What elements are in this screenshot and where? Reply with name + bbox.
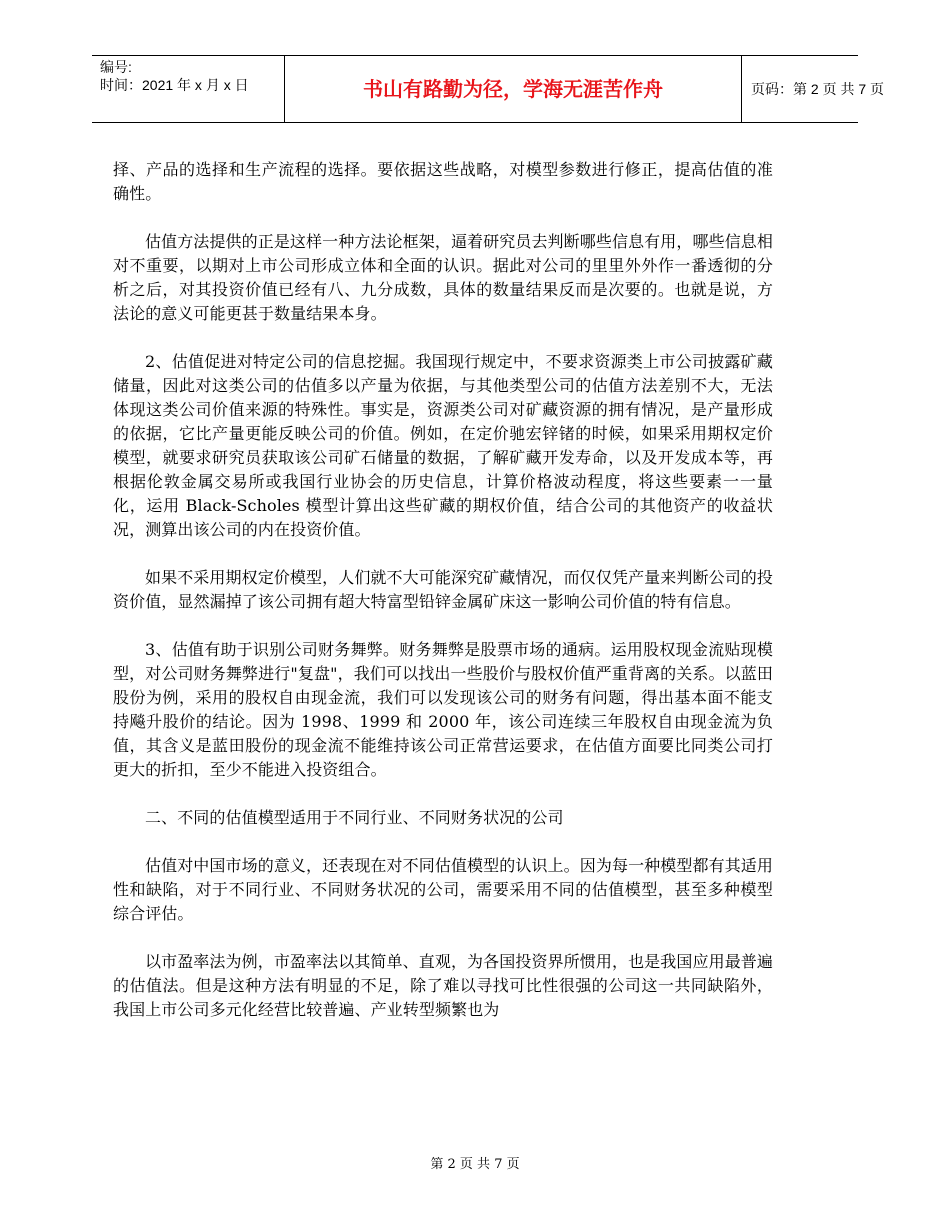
paragraph: 以市盈率法为例，市盈率法以其简单、直观，为各国投资界所惯用，也是我国应用最普遍的估值法。但是这种方法有明显的不足，除了难以寻找可比性很强的公司这一共同缺陷外，我国上市公司多元化经营比较普遍、产业转型频繁也为 [113,952,773,1019]
date-label: 时间：2021 年 x 月 x 日 [100,77,249,93]
section-heading: 二、不同的估值模型适用于不同行业、不同财务状况的公司 [145,808,564,827]
header-center-cell [284,56,742,122]
page-footer: 第 2 页 共 7 页 [430,1157,520,1172]
paragraph: 3、估值有助于识别公司财务舞弊。财务舞弊是股票市场的通病。运用股权现金流贴现模型，对公司财务舞弊进行"复盘"，我们可以找出一些股价与股权价值严重背离的关系。以蓝田股份为例，采用的股权自由现金流，我们可以发现该公司的财务有问题，得出基本面不能支持飚升股价的结论。因为 1998、1999 和 2000 年，该公司连续三年股权自由现金流为负值，其含义是蓝田股份的现金流不能维持该公司正常营运要求，在估值方面要比同类公司打更大的折扣，至少不能进入投资组合。 [113,640,773,779]
paragraph: 如果不采用期权定价模型，人们就不大可能深究矿藏情况，而仅仅凭产量来判断公司的投资价值，显然漏掉了该公司拥有超大特富型铅锌金属矿床这一影响公司价值的特有信息。 [113,568,773,611]
motto-text: 书山有路勤为径，学海无涯苦作舟 [363,77,663,101]
page-info: 页码：第 2 页 共 7 页 [751,81,885,97]
number-label: 编号: [100,59,132,75]
page-header [92,55,885,123]
paragraph: 2、估值促进对特定公司的信息挖掘。我国现行规定中，不要求资源类上市公司披露矿藏储量，因此对这类公司的估值多以产量为依据，与其他类型公司的估值方法差别不大，无法体现这类公司价值来源的特殊性。事实是，资源类公司对矿藏资源的拥有情况，是产量形成的依据，它比产量更能反映公司的价值。例如，在定价驰宏锌锗的时候，如果采用期权定价模型，就要求研究员获取该公司矿石储量的数据，了解矿藏开发寿命，以及开发成本等，再根据伦敦金属交易所或我国行业协会的历史信息，计算价格波动程度，将这些要素一一量化，运用 Black-Scholes 模型计算出这些矿藏的期权价值，结合公司的其他资产的收益状况，测算出该公司的内在投资价值。 [113,352,773,539]
header-right-cell [741,56,885,122]
paragraph: 估值方法提供的正是这样一种方法论框架，逼着研究员去判断哪些信息有用，哪些信息相对不重要，以期对上市公司形成立体和全面的认识。据此对公司的里里外外作一番透彻的分析之后，对其投资价值已经有八、九分成数，具体的数量结果反而是次要的。也就是说，方法论的意义可能更甚于数量结果本身。 [113,232,773,323]
paragraph: 估值对中国市场的意义，还表现在对不同估值模型的认识上。因为每一种模型都有其适用性和缺陷，对于不同行业、不同财务状况的公司，需要采用不同的估值模型，甚至多种模型综合评估。 [113,856,773,923]
paragraph: 择、产品的选择和生产流程的选择。要依据这些战略，对模型参数进行修正，提高估值的准确性。 [113,160,773,203]
header-left-cell [92,56,284,122]
document-body [113,158,773,1046]
